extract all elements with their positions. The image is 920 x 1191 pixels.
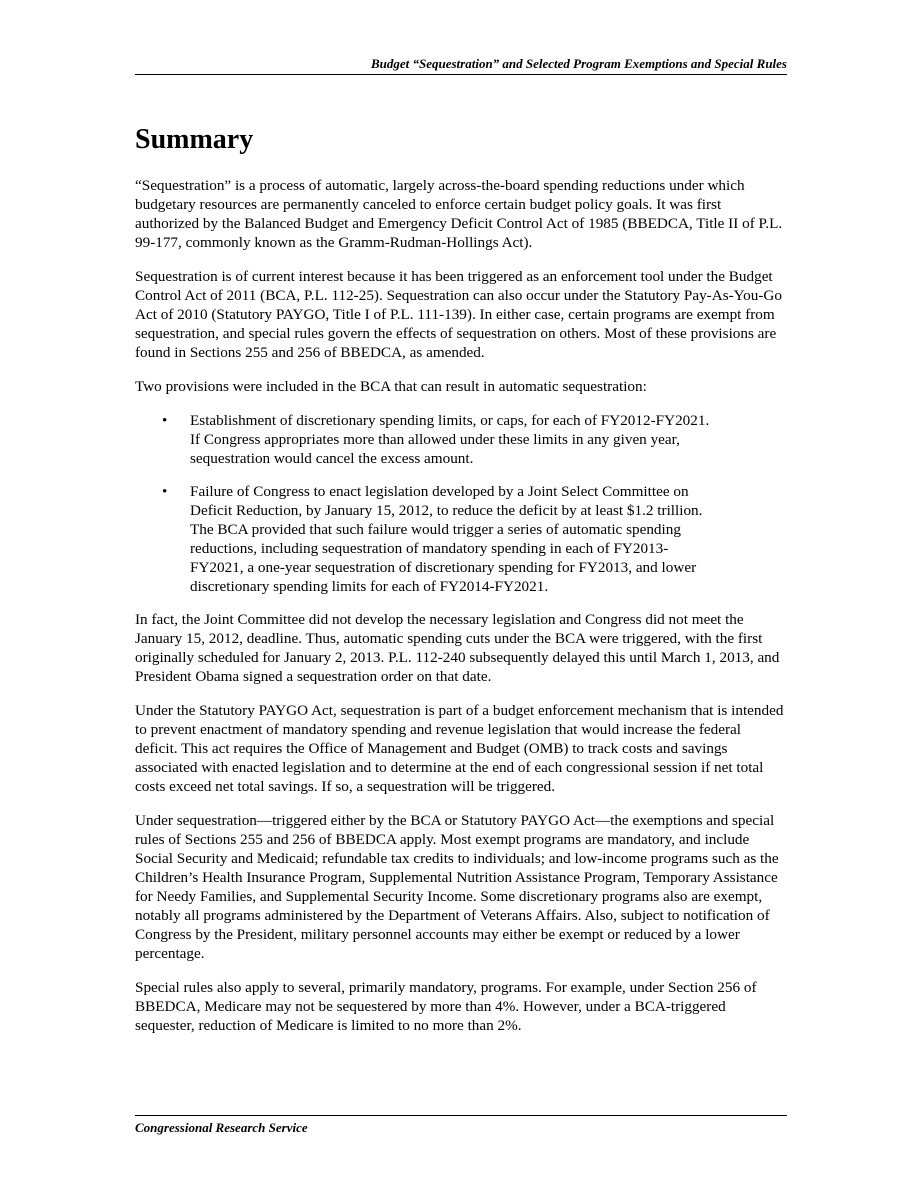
paragraph-exemptions: Under sequestration—triggered either by the BCA or Statutory PAYGO Act—the exemptions and special rules of Sections 255 and 256 of BBEDCA apply. Most exempt programs are mandatory, and include Social Security and Medicaid; refundable tax credits to individuals; and low-income programs such as the Children’s Health Insurance Program, Supplemental Nutrition Assistance Program, Temporary Assistance for Needy Families, and Supplemental Security Income. Some discretionary programs also are exempt, notably all programs administered by the Department of Veterans Affairs. Also, subject to notification of Congress by the President, military personnel accounts may either be exempt or reduced by a lower percentage. (135, 812, 779, 962)
paragraph-paygo: Under the Statutory PAYGO Act, sequestration is part of a budget enforcement mechanism that is intended to prevent enactment of mandatory spending and revenue legislation that would increase the federal deficit. This act requires the Office of Management and Budget (OMB) to track costs and savings associated with enacted legislation and to determine at the end of each congressional session if net total costs exceed net total savings. If so, a sequestration will be triggered. (135, 702, 784, 795)
paragraph-special-rules: Special rules also apply to several, primarily mandatory, programs. For example, under Section 256 of BBEDCA, Medicare may not be sequestered by more than 4%. However, under a BCA-triggered sequester, reduction of Medicare is limited to no more than 2%. (135, 979, 757, 1034)
paragraph-current-interest: Sequestration is of current interest because it has been triggered as an enforcement tool under the Budget Control Act of 2011 (BCA, P.L. 112-25). Sequestration can also occur under the Statutory Pay-As-You-Go Act of 2010 (Statutory PAYGO, Title I of P.L. 111-139). In either case, certain programs are exempt from sequestration, and special rules govern the effects of sequestration on others. Most of these provisions are found in Sections 255 and 256 of BBEDCA, as amended. (135, 268, 782, 361)
running-footer: Congressional Research Service (135, 1120, 308, 1135)
paragraph-definition: “Sequestration” is a process of automatic, largely across-the-board spending reductions under which budgetary resources are permanently canceled to enforce certain budget policy goals. It was first authorized by the Balanced Budget and Emergency Deficit Control Act of 1985 (BBEDCA, Title II of P.L. 99-177, commonly known as the Gramm-Rudman-Hollings Act). (135, 177, 783, 251)
bullet-icon: • (162, 412, 168, 429)
page-title: Summary (135, 124, 254, 155)
document-body (135, 176, 787, 1050)
header-rule (135, 74, 787, 75)
provision-list (135, 411, 787, 596)
list-item (135, 482, 787, 596)
list-item-text: Establishment of discretionary spending limits, or caps, for each of FY2012-FY2021. If Congress appropriates more than allowed under these limits in any given year, sequestration would cancel the excess amount. (190, 412, 710, 467)
paragraph-joint-committee: In fact, the Joint Committee did not develop the necessary legislation and Congress did not meet the January 15, 2012, deadline. Thus, automatic spending cuts under the BCA were triggered, with the first originally scheduled for January 2, 2013. P.L. 112-240 subsequently delayed this until March 1, 2013, and President Obama signed a sequestration order on that date. (135, 611, 780, 685)
paragraph-two-provisions: Two provisions were included in the BCA that can result in automatic sequestration: (135, 378, 647, 395)
list-item (135, 411, 787, 468)
bullet-icon: • (162, 483, 168, 500)
list-item-text: Failure of Congress to enact legislation developed by a Joint Select Committee on Deficit Reduction, by January 15, 2012, to reduce the deficit by at least $1.2 trillion. The BCA provided that such failure would trigger a series of automatic spending reductions, including sequestration of mandatory spending in each of FY2013-FY2021, a one-year sequestration of discretionary spending for FY2013, and lower discretionary spending limits for each of FY2014-FY2021. (190, 483, 703, 595)
footer-rule (135, 1115, 787, 1116)
running-header: Budget “Sequestration” and Selected Program Exemptions and Special Rules (370, 56, 787, 71)
